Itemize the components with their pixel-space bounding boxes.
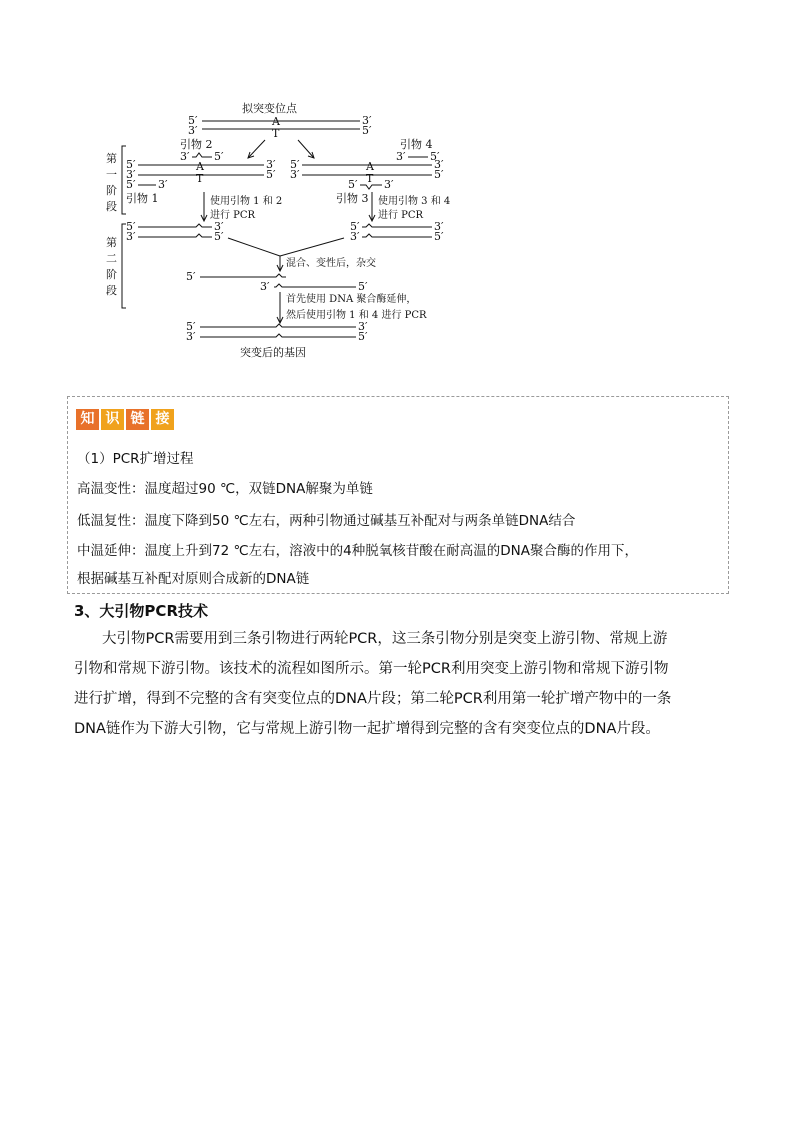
step-primers-3-4-line2: 进行 PCR	[378, 210, 424, 221]
three-prime-label: 3′	[260, 280, 270, 293]
five-prime-label: 5′	[290, 158, 300, 171]
mutation-site-label: 拟突变位点	[242, 102, 297, 115]
stage2-label-1: 第	[106, 236, 117, 249]
paragraph-line: 引物和常规下游引物。该技术的流程如图所示。第一轮PCR利用突变上游引物和常规下游引物	[74, 661, 669, 677]
five-prime-label: 5′	[126, 178, 136, 191]
section-title: 3、大引物PCR技术	[74, 602, 208, 620]
base-a-label: A	[366, 160, 374, 173]
badge-char: 识	[101, 409, 124, 430]
base-t-label: T	[272, 127, 280, 140]
product-right-bottom	[362, 234, 432, 237]
knowledge-link-badge	[76, 409, 174, 430]
primer4-label: 引物 4	[400, 138, 433, 151]
annealing-line: 低温复性：温度下降到50 ℃左右，两种引物通过碱基互补配对与两条单链DNA结合	[77, 513, 576, 529]
final-top	[200, 324, 356, 327]
three-prime-label: 3′	[350, 230, 360, 243]
five-prime-label: 5′	[266, 168, 276, 181]
step-extend-line2: 然后使用引物 1 和 4 进行 PCR	[286, 310, 427, 321]
mutagenesis-pcr-diagram	[100, 96, 520, 366]
stage2-label-4: 段	[106, 284, 117, 297]
three-prime-label: 3′	[188, 124, 198, 137]
three-prime-label: 3′	[362, 114, 372, 127]
stage1-label-2: 一	[106, 168, 117, 181]
hybrid-top	[200, 274, 286, 277]
five-prime-label: 5′	[434, 230, 444, 243]
hybrid-bottom	[274, 284, 356, 287]
stage1-label-1: 第	[106, 152, 117, 165]
result-label: 突变后的基因	[240, 346, 306, 359]
primer1-label: 引物 1	[126, 192, 159, 205]
three-prime-label: 3′	[290, 168, 300, 181]
five-prime-label: 5′	[430, 150, 440, 163]
base-a-label: A	[196, 160, 204, 173]
merge-line-left	[228, 238, 280, 256]
base-a-label: A	[272, 115, 280, 128]
five-prime-label: 5′	[188, 114, 198, 127]
five-prime-label: 5′	[348, 178, 358, 191]
five-prime-label: 5′	[350, 220, 360, 233]
product-right-top	[362, 224, 432, 227]
product-left-bottom	[138, 234, 212, 237]
three-prime-label: 3′	[358, 320, 368, 333]
five-prime-label: 5′	[214, 150, 224, 163]
step-mix-label: 混合、变性后，杂交	[286, 258, 376, 269]
badge-char: 接	[151, 409, 174, 430]
three-prime-label: 3′	[158, 178, 168, 191]
section-paragraph	[74, 624, 722, 744]
base-t-label: T	[366, 172, 374, 185]
stage1-label-4: 段	[106, 200, 117, 213]
step-primers-1-2-line2: 进行 PCR	[210, 210, 256, 221]
pcr-process-heading: （1）PCR扩增过程	[77, 451, 194, 467]
three-prime-label: 3′	[126, 230, 136, 243]
five-prime-label: 5′	[358, 280, 368, 293]
five-prime-label: 5′	[186, 320, 196, 333]
arrow-left	[248, 140, 265, 158]
three-prime-label: 3′	[384, 178, 394, 191]
five-prime-label: 5′	[126, 220, 136, 233]
step-primers-1-2-line1: 使用引物 1 和 2	[210, 196, 283, 207]
extension-line-cont: 根据碱基互补配对原则合成新的DNA链	[77, 571, 310, 587]
knowledge-link-box	[67, 396, 729, 594]
three-prime-label: 3′	[434, 158, 444, 171]
five-prime-label: 5′	[358, 330, 368, 343]
final-bottom	[200, 334, 356, 337]
five-prime-label: 5′	[126, 158, 136, 171]
primer3-strand	[360, 185, 382, 189]
step-primers-3-4-line1: 使用引物 3 和 4	[378, 196, 451, 207]
primer2-label: 引物 2	[180, 138, 213, 151]
merge-line-right	[280, 238, 344, 256]
primer3-label: 引物 3	[336, 192, 369, 205]
three-prime-label: 3′	[214, 220, 224, 233]
three-prime-label: 3′	[396, 150, 406, 163]
product-left-top	[138, 224, 212, 227]
extension-line: 中温延伸：温度上升到72 ℃左右，溶液中的4种脱氧核苷酸在耐高温的DNA聚合酶的作用下，	[77, 543, 638, 559]
stage1-label-3: 阶	[106, 184, 117, 197]
denaturation-line: 高温变性：温度超过90 ℃，双链DNA解聚为单链	[77, 481, 373, 497]
three-prime-label: 3′	[434, 220, 444, 233]
paragraph-line: DNA链作为下游大引物，它与常规上游引物一起扩增得到完整的含有突变位点的DNA片段。	[74, 721, 660, 737]
paragraph-line: 进行扩增，得到不完整的含有突变位点的DNA片段；第二轮PCR利用第一轮扩增产物中的一条	[74, 691, 672, 707]
step-extend-line1: 首先使用 DNA 聚合酶延伸，	[286, 294, 417, 305]
three-prime-label: 3′	[180, 150, 190, 163]
three-prime-label: 3′	[266, 158, 276, 171]
badge-char: 链	[126, 409, 149, 430]
five-prime-label: 5′	[434, 168, 444, 181]
paragraph-line: 大引物PCR需要用到三条引物进行两轮PCR，这三条引物分别是突变上游引物、常规上游	[102, 631, 668, 647]
five-prime-label: 5′	[362, 124, 372, 137]
stage2-label-3: 阶	[106, 268, 117, 281]
stage2-label-2: 二	[106, 252, 117, 265]
primer2-strand	[192, 153, 212, 157]
three-prime-label: 3′	[186, 330, 196, 343]
base-t-label: T	[196, 172, 204, 185]
five-prime-label: 5′	[214, 230, 224, 243]
badge-char: 知	[76, 409, 99, 430]
three-prime-label: 3′	[126, 168, 136, 181]
five-prime-label: 5′	[186, 270, 196, 283]
arrow-right	[298, 140, 314, 158]
